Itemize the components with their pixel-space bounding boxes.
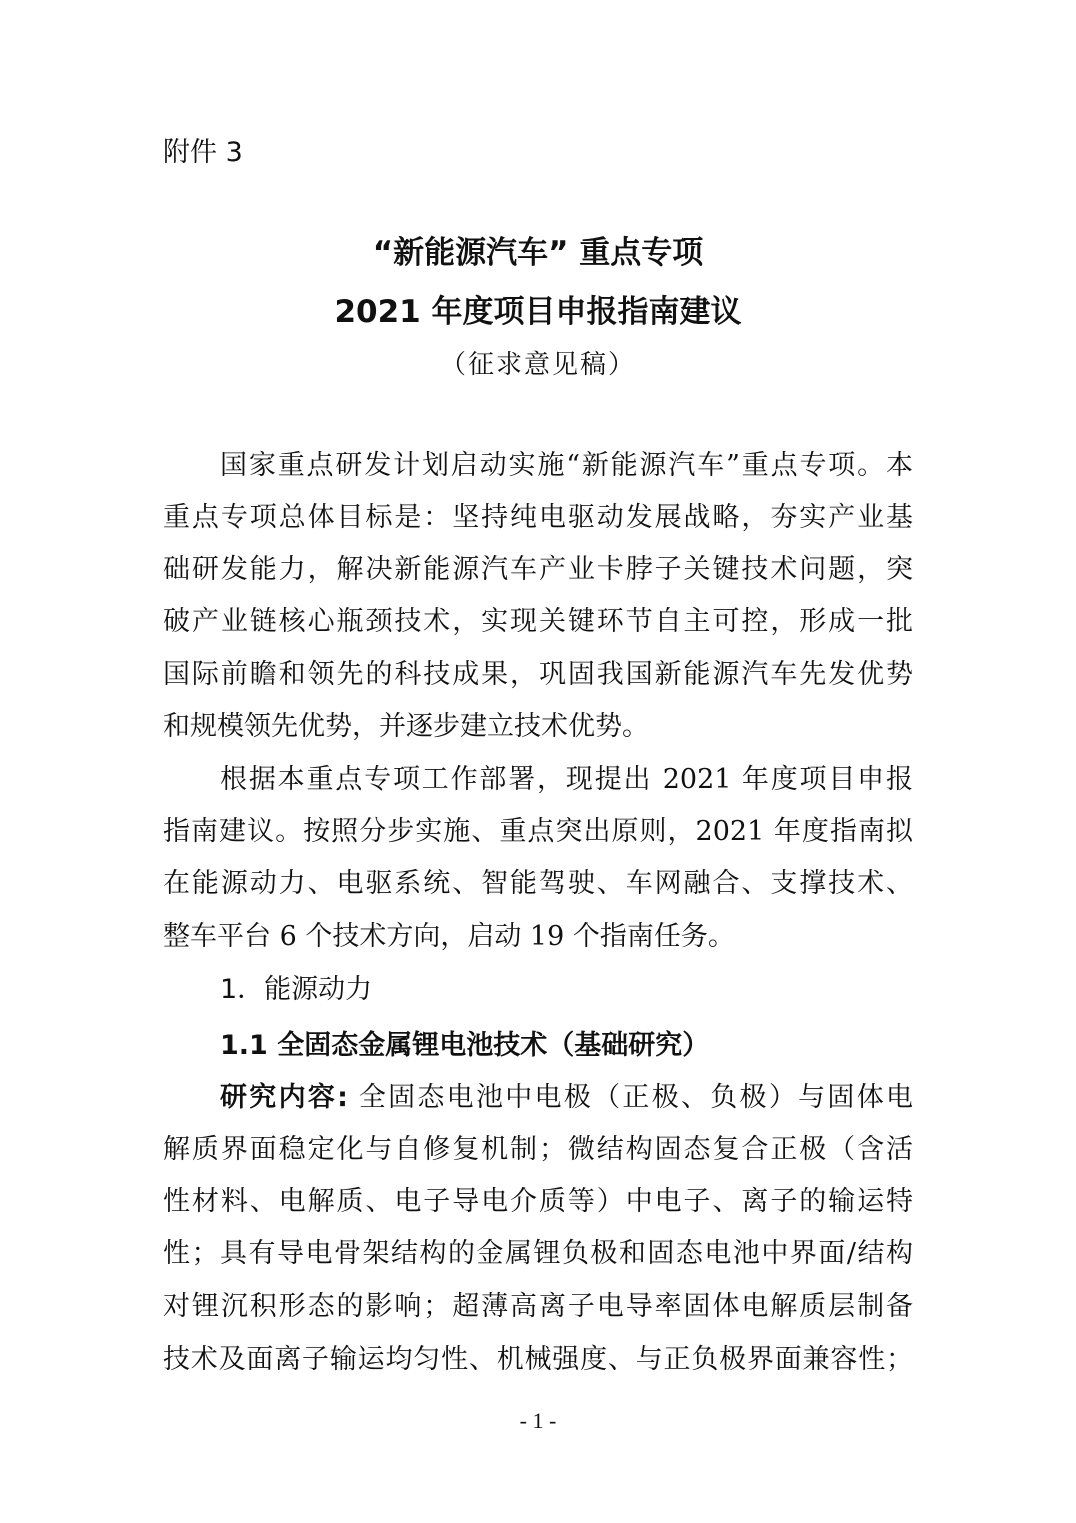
paragraph-line: 解质界面稳定化与自修复机制；微结构固态复合正极（含活 — [163, 1134, 913, 1165]
paragraph-line: 国家重点研发计划启动实施“新能源汽车”重点专项。本 — [220, 450, 913, 481]
paragraph-line: 指南建议。按照分步实施、重点突出原则，2021 年度指南拟 — [163, 816, 913, 847]
document-title-line-2: 2021 年度项目申报指南建议 — [334, 294, 742, 330]
section-heading-energy-power: 1．能源动力 — [220, 974, 373, 1005]
paragraph-line: 和规模领先优势，并逐步建立技术优势。 — [163, 711, 649, 742]
paragraph-line: 性；具有导电骨架结构的金属锂负极和固态电池中界面/结构 — [163, 1238, 913, 1269]
paragraph-line: 整车平台 6 个技术方向，启动 19 个指南任务。 — [163, 921, 735, 952]
paragraph-line: 根据本重点专项工作部署，现提出 2021 年度项目申报 — [220, 764, 913, 795]
page-number: - 1 - — [519, 1408, 557, 1433]
subsection-heading-solid-state-battery: 1.1 全固态金属锂电池技术（基础研究） — [220, 1030, 710, 1061]
paragraph-line: 在能源动力、电驱系统、智能驾驶、车网融合、支撑技术、 — [163, 868, 913, 899]
paragraph-line: 破产业链核心瓶颈技术，实现关键环节自主可控，形成一批 — [163, 606, 913, 637]
document-subtitle: （征求意见稿） — [439, 350, 636, 380]
paragraph-line: 重点专项总体目标是：坚持纯电驱动发展战略，夯实产业基 — [163, 502, 913, 533]
paragraph-line: 技术及面离子输运均匀性、机械强度、与正负极界面兼容性； — [163, 1344, 913, 1375]
paragraph-line: 性材料、电解质、电子导电介质等）中电子、离子的输运特 — [163, 1186, 913, 1217]
research-content-text: 全固态电池中电极（正极、负极）与固体电 — [347, 1082, 913, 1113]
research-content-label: 研究内容: — [220, 1082, 348, 1113]
document-title-line-1: “新能源汽车” 重点专项 — [372, 235, 704, 271]
paragraph-line: 础研发能力，解决新能源汽车产业卡脖子关键技术问题，突 — [163, 554, 913, 585]
paragraph-line: 国际前瞻和领先的科技成果，巩固我国新能源汽车先发优势 — [163, 659, 913, 690]
attachment-label: 附件 3 — [163, 137, 243, 168]
paragraph-line: 对锂沉积形态的影响；超薄高离子电导率固体电解质层制备 — [163, 1291, 913, 1322]
paragraph-line — [220, 1078, 913, 1118]
